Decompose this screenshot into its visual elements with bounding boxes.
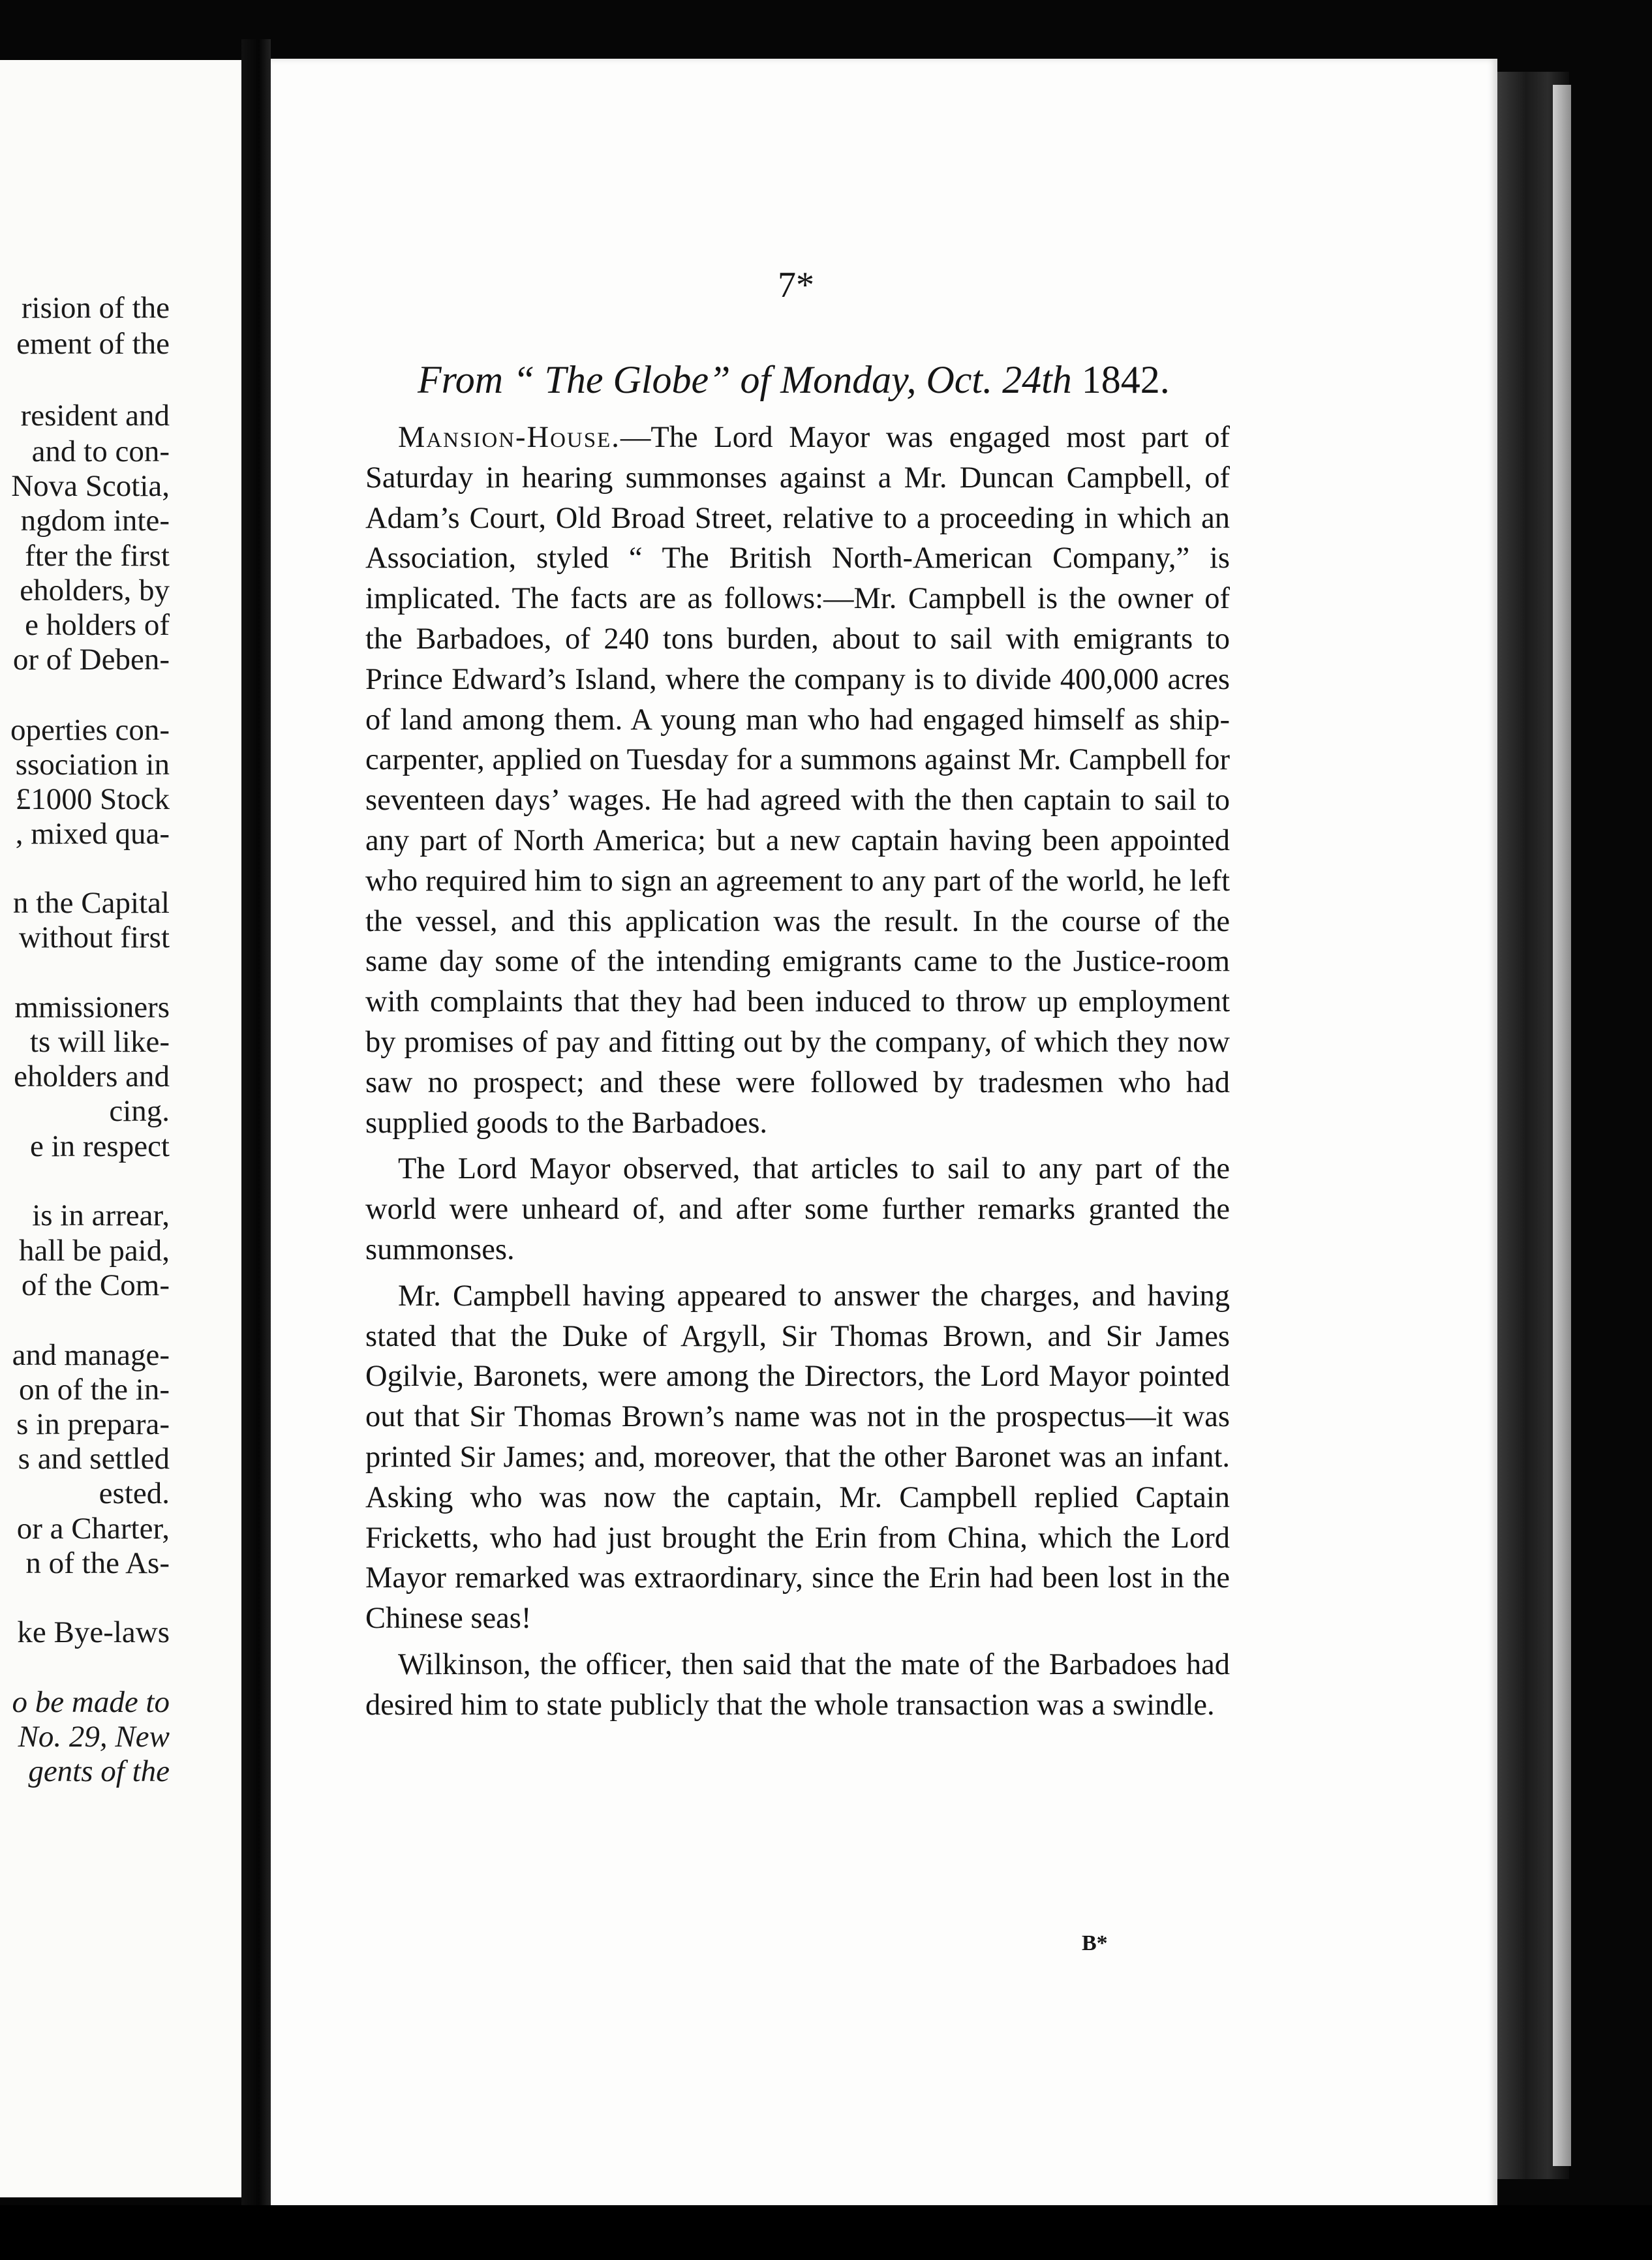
- left-page-line: o be made to: [12, 1685, 170, 1719]
- article-body: [365, 418, 1230, 1726]
- left-page-line: or of Deben-: [12, 643, 170, 677]
- paragraph-text: The Lord Mayor observed, that articles to sail to any part of the world were unheard of, and after some further remarks granted the summonses.: [365, 1152, 1230, 1266]
- left-page-line: rision of the: [21, 291, 170, 325]
- left-page-line: and to con-: [31, 435, 170, 468]
- left-page-line: operties con-: [10, 713, 170, 747]
- heading-text: From “ The Globe” of Monday, Oct. 24th: [418, 358, 1072, 401]
- left-page-line: ement of the: [16, 327, 170, 361]
- left-page-line: eholders and: [14, 1060, 170, 1093]
- left-page-line: , mixed qua-: [15, 817, 170, 851]
- left-page-line: s in prepara-: [16, 1407, 170, 1441]
- book-gutter: [241, 39, 271, 2218]
- page-edge-highlight: [1553, 85, 1571, 2166]
- left-page-line: mmissioners: [14, 990, 170, 1024]
- left-page-line: gents of the: [28, 1754, 170, 1788]
- bottom-shadow: [0, 2205, 1652, 2260]
- page-number: 7*: [778, 265, 814, 305]
- paragraph-lead: Mansion-House.: [398, 421, 620, 454]
- left-page-line: n the Capital: [12, 886, 170, 920]
- heading-year: 1842.: [1081, 358, 1170, 401]
- left-page-line: and manage-: [12, 1338, 170, 1372]
- left-page-line: without first: [18, 921, 170, 954]
- left-page-line: e holders of: [25, 608, 170, 642]
- paragraph: [365, 1645, 1230, 1726]
- signature-mark: B*: [1082, 1931, 1108, 1955]
- left-page-line: s and settled: [18, 1442, 170, 1476]
- paragraph-text: Mr. Campbell having appeared to answer the charges, and having stated that the Duke of Argyll, Sir Thomas Brown, and Sir James Ogilvie, Baronets, were among the Directors, the Lord Mayor pointed out that Sir Thomas Brown’s name was not in the prospectus—it was printed Sir James; and, moreover, that the other Baronet was an infant. Asking who was now the captain, Mr. Campbell replied Captain Fricketts, who had just brought the Erin from China, which the Lord Mayor remarked was extraordinary, since the Erin had been lost in the Chinese seas!: [365, 1279, 1230, 1636]
- left-page-line: No. 29, New: [18, 1720, 170, 1754]
- left-page-line: eholders, by: [20, 573, 170, 607]
- paragraph-text: Wilkinson, the officer, then said that the mate of the Barbadoes had desired him to state publicly that the whole transaction was a swindle.: [365, 1647, 1230, 1722]
- paragraph: [365, 1276, 1230, 1639]
- article-heading: [418, 358, 1170, 403]
- left-page-line: £1000 Stock: [15, 782, 170, 816]
- left-page-line: Nova Scotia,: [11, 469, 170, 503]
- left-page-line: of the Com-: [21, 1268, 170, 1302]
- left-page-line: on of the in-: [18, 1373, 170, 1407]
- left-page-line: n of the As-: [25, 1546, 170, 1580]
- left-page-line: ested.: [99, 1476, 170, 1510]
- left-page-line: ts will like-: [29, 1025, 170, 1059]
- left-facing-page: [0, 60, 241, 2197]
- left-page-line: resident and: [20, 399, 170, 433]
- left-page-line: hall be paid,: [18, 1234, 170, 1268]
- left-page-line: ssociation in: [15, 748, 170, 782]
- left-page-line: is in arrear,: [32, 1199, 170, 1232]
- left-page-line: e in respect: [29, 1129, 170, 1163]
- left-page-line: fter the first: [25, 539, 170, 573]
- left-page-line: ngdom inte-: [20, 504, 170, 538]
- paragraph: [365, 418, 1230, 1143]
- left-page-line: cing.: [109, 1094, 170, 1128]
- paragraph: [365, 1149, 1230, 1270]
- left-page-line: or a Charter,: [16, 1512, 170, 1546]
- paragraph-text: —The Lord Mayor was engaged most part of Saturday in hearing summonses against a Mr. Duncan Campbell, of Adam’s Court, Old Broad Street, relative to a proceeding in which an Association, styled “ The British North-American Company,” is implicated. The facts are as follows:—Mr. Campbell is the owner of the Barbadoes, of 240 tons burden, about to sail with emigrants to Prince Edward’s Island, where the company is to divide 400,000 acres of land among them. A young man who had engaged himself as ship-carpenter, applied on Tuesday for a summons against Mr. Campbell for seventeen days’ wages. He had agreed with the then captain to sail to any part of North America; but a new captain having been appointed who required him to sign an agreement to any part of the world, he left the vessel, and this application was the result. In the course of the same day some of the intending emigrants came to the Justice-room with complaints that they had been induced to throw up employment by promises of pay and fitting out by the company, of which they now saw no prospect; and these were followed by tradesmen who had supplied goods to the Barbadoes.: [365, 421, 1230, 1140]
- left-page-line: ke Bye-laws: [17, 1615, 170, 1649]
